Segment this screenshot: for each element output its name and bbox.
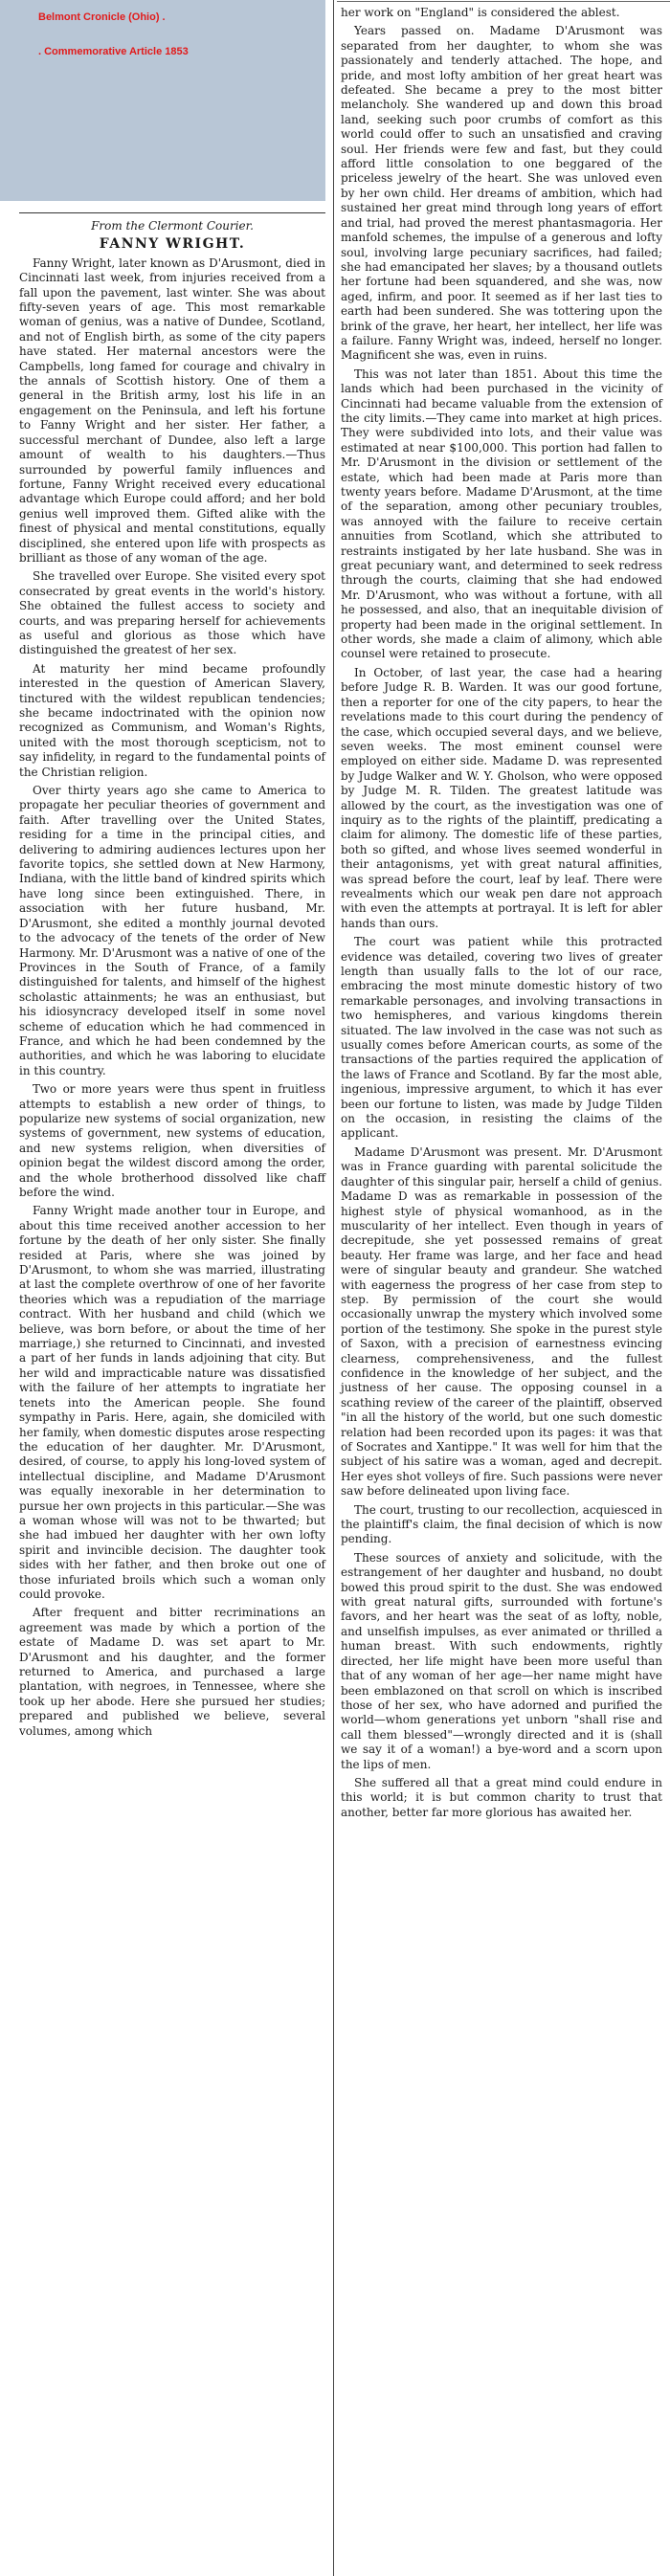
top-rule [337, 1, 670, 2]
paragraph: Two or more years were thus spent in fruitless attempts to establish a new order of things, to popularize new systems of social organization, new systems of government, new systems of education, and new systems religion, when diversities of opinion begat the wildest discord among the order, and the whole brotherhood dissolved like chaff before the wind. [19, 1082, 325, 1199]
caption-line-1: Belmont Cronicle (Ohio) . [38, 11, 166, 23]
left-column [19, 209, 325, 1743]
caption-header [0, 0, 325, 201]
paragraph: These sources of anxiety and solicitude, with the estrangement of her daughter and husband, no doubt bowed this proud spirit to the dust. She was endowed with great natural gifts, surrounded with fortune's favors, and her heart was the seat of as lofty, noble, and unselfish impulses, as ever animated or thrilled a human breast. With such endowments, rightly directed, her life might have been more useful than that of any woman of her age—her name might have been emblazoned on that scroll on which is inscribed those of her sex, who have adorned and purified the world—whom generations yet unborn "shall rise and call them blessed"—wrongly directed and it is (shall we say it of a woman!) a bye-word and a scorn upon the lips of men. [341, 1550, 662, 1771]
paragraph: Fanny Wright, later known as D'Arusmont, died in Cincinnati last week, from injuries received from a fall upon the pavement, last winter. She was about fifty-seven years of age. This most remarkable woman of genius, was a native of Dundee, Scotland, and not of English birth, as some of the city papers have stated. Her maternal ancestors were the Campbells, long famed for courage and chivalry in the annals of Scottish history. One of them a general in the British army, lost his life in an engagement on the Peninsula, and left his fortune to Fanny Wright and her sister. Her father, a successful merchant of Dundee, also left a large amount of wealth to his daughters.—Thus surrounded by powerful family influences and fortune, Fanny Wright received every educational advantage which Europe could afford; and her bold genius well improved them. Gifted alike with the finest of physical and mental constitutions, equally disciplined, she entered upon life with prospects as brilliant as those of any woman of the age. [19, 255, 325, 565]
paragraph: After frequent and bitter recriminations an agreement was made by which a portion of the estate of Madame D. was set apart to Mr. D'Arusmont and his daughter, and the former returned to America, and purchased a large plantation, with negroes, in Tennessee, where she took up her abode. Here she pursued her studies; prepared and published we believe, several volumes, among which [19, 1606, 325, 1738]
paragraph: Madame D'Arusmont was present. Mr. D'Arusmont was in France guarding with parental solicitude the daughter of this singular pair, herself a child of genius. Madame D was as remarkable in possession of the highest style of physical womanhood, as in the muscularity of her intellect. Even though in years of decrepitude, she yet possessed remains of great beauty. Her frame was large, and her face and head were of singular beauty and grandeur. She watched with eagerness the progress of her case from step to step. By permission of the court she would occasionally unwrap the mystery which involved some portion of the testimony. She spoke in the purest style of Saxon, with a precision of earnestness evincing clearness, comprehensiveness, and the fullest confidence in the knowledge of her subject, and the justness of her cause. The opposing counsel in a scathing review of the career of the plaintiff, observed "in all the history of the world, but one such domestic relation had been recorded upon its pages: it was that of Socrates and Xantippe." It was well for him that the subject of his satire was a woman, aged and decrepit. Her eyes shot volleys of fire. Such passions were never saw before delineated upon living face. [341, 1144, 662, 1499]
caption-line-2: . Commemorative Article 1853 [38, 46, 189, 57]
paragraph: The court, trusting to our recollection, acquiesced in the plaintiff's claim, the final decision of which is now pending. [341, 1502, 662, 1546]
paragraph: At maturity her mind became profoundly interested in the question of American Slavery, tinctured with the wildest republican tendencies; she became indoctrinated with the opinion now recognized as Communism, and Woman's Rights, united with the most thorough scepticism, not to say infidelity, in regard to the fundamental points of the Christian religion. [19, 661, 325, 779]
paragraph: She suffered all that a great mind could endure in this world; it is but common charity to trust that another, better far more glorious has awaited her. [341, 1775, 662, 1819]
paragraph: In October, of last year, the case had a hearing before Judge R. B. Warden. It was our good fortune, then a reporter for one of the city papers, to hear the revelations made to this court during the pendency of the case, which occupied several days, and we believe, seven weeks. The most eminent counsel were employed on either side. Madame D. was represented by Judge Walker and W. Y. Gholson, who were opposed by Judge M. R. Tilden. The greatest latitude was allowed by the court, as the investigation was one of inquiry as to the rights of the plaintiff, predicating a claim for alimony. The domestic life of these parties, both so gifted, and whose lives seemed wonderful in their antagonisms, yet with great natural affinities, was spread before the court, leaf by leaf. There were revealments which our weak pen dare not approach with even the attempts at portrayal. It is left for abler hands than ours. [341, 665, 662, 930]
paragraph: Years passed on. Madame D'Arusmont was separated from her daughter, to whom she was passionately and tenderly attached. The hope, and pride, and most lofty ambition of her great heart was defeated. She became a prey to the most bitter melancholy. She wandered up and down this broad land, seeking such poor crumbs of comfort as this world could offer to such an unsatisfied and craving soul. Her friends were few and fast, but they could afford little consolation to one beggared of the priceless jewelry of the heart. She was unloved even by her own child. Her dreams of ambition, which had sustained her great mind through long years of effort and trial, had proved the merest phantasmagoria. Her manfold schemes, the impulse of a generous and lofty soul, involving large pecuniary sacrifices, had failed; she had emancipated her slaves; by a thousand outlets her fortune had been squandered, and she was, now aged, infirm, and poor. It seemed as if her last ties to earth had been sundered. She was tottering upon the brink of the grave, her heart, her intellect, her life was a failure. Fanny Wright was, indeed, herself no longer. Magnificent she was, even in ruins. [341, 24, 662, 363]
section-rule [19, 212, 325, 213]
article-title: FANNY WRIGHT. [99, 236, 246, 253]
paragraph: She travelled over Europe. She visited every spot consecrated by great events in the world's history. She obtained the fullest access to society and courts, and was preparing herself for achievements as useful and glorious as those which have distinguished the greatest of her sex. [19, 569, 325, 657]
article-source: From the Clermont Courier. [91, 219, 254, 233]
paragraph: The court was patient while this protracted evidence was detailed, covering two lives of greater length than usually falls to the lot of our race, embracing the most minute domestic history of two remarkable personages, and involving transactions in two hemispheres, and various kingdoms therein situated. The law involved in the case was not such as usually comes before American courts, as some of the transactions of the parties required the application of the laws of France and Scotland. By far the most able, ingenious, impressive argument, to which it has ever been our fortune to listen, was made by Judge Tilden on the occasion, in resisting the claims of the applicant. [341, 935, 662, 1141]
paragraph: Over thirty years ago she came to America to propagate her peculiar theories of government and faith. After travelling over the United States, residing for a time in the principal cities, and delivering to admiring audiences lectures upon her favorite topics, she settled down at New Harmony, Indiana, with the little band of kindred spirits which have long since been extinguished. There, in association with her future husband, Mr. D'Arusmont, she edited a monthly journal devoted to the advocacy of the tenets of the order of New Harmony. Mr. D'Arusmont was a native of one of the Provinces in the South of France, of a family distinguished for talents, and himself of the highest scholastic attainments; he was an enthusiast, but his idiosyncracy developed itself in some novel scheme of education which he had commenced in France, and which he had been condemned by the authorities, and which he was laboring to elucidate in this country. [19, 784, 325, 1077]
right-column [341, 6, 662, 1824]
paragraph: Fanny Wright made another tour in Europe, and about this time received another accession to her fortune by the death of her only sister. She finally resided at Paris, where she was joined by D'Arusmont, to whom she was married, illustrating at last the complete overthrow of one of her favorite theories which was a repudiation of the marriage contract. With her husband and child (which we believe, was born before, or about the time of her marriage,) she returned to Cincinnati, and invested a part of her funds in lands adjoining that city. But her wild and impracticable nature was dissatisfied with the failure of her attempts to ingratiate her tenets into the American people. She found sympathy in Paris. Here, again, she domiciled with her family, when domestic disputes arose respecting the education of her daughter. Mr. D'Arusmont, desired, of course, to apply his long-loved system of intellectual discipline, and Madame D'Arusmont was equally inexorable in her determination to pursue her own projects in this particular.—She was a woman whose will was not to be thwarted; but she had imbued her daughter with her own lofty spirit and invincible decision. The daughter took sides with her father, and then broke out one of those infuriated broils which such a woman only could provoke. [19, 1204, 325, 1601]
column-rule [333, 0, 334, 2576]
paragraph: This was not later than 1851. About this time the lands which had been purchased in the vicinity of Cincinnati had became valuable from the extension of the city limits.—They came into market at high prices. They were subdivided into lots, and their value was estimated at near $100,000. This portion had fallen to Mr. D'Arusmont in the division or settlement of the estate, which had been made at Paris more than twenty years before. Madame D'Arusmont, at the time of the separation, among other pecuniary troubles, was annoyed with the failure to receive certain annuities from Scotland, which she attributed to restraints instigated by her late husband. She was in great pecuniary want, and determined to seek redress through the courts, claiming that she had endowed Mr. D'Arusmont, who was without a fortune, with all he possessed, and also, that an inequitable division of property had been made in the original settlement. In other words, she made a claim of alimony, which able counsel were retained to prosecute. [341, 366, 662, 661]
paragraph: her work on "England" is considered the ablest. [341, 6, 620, 19]
